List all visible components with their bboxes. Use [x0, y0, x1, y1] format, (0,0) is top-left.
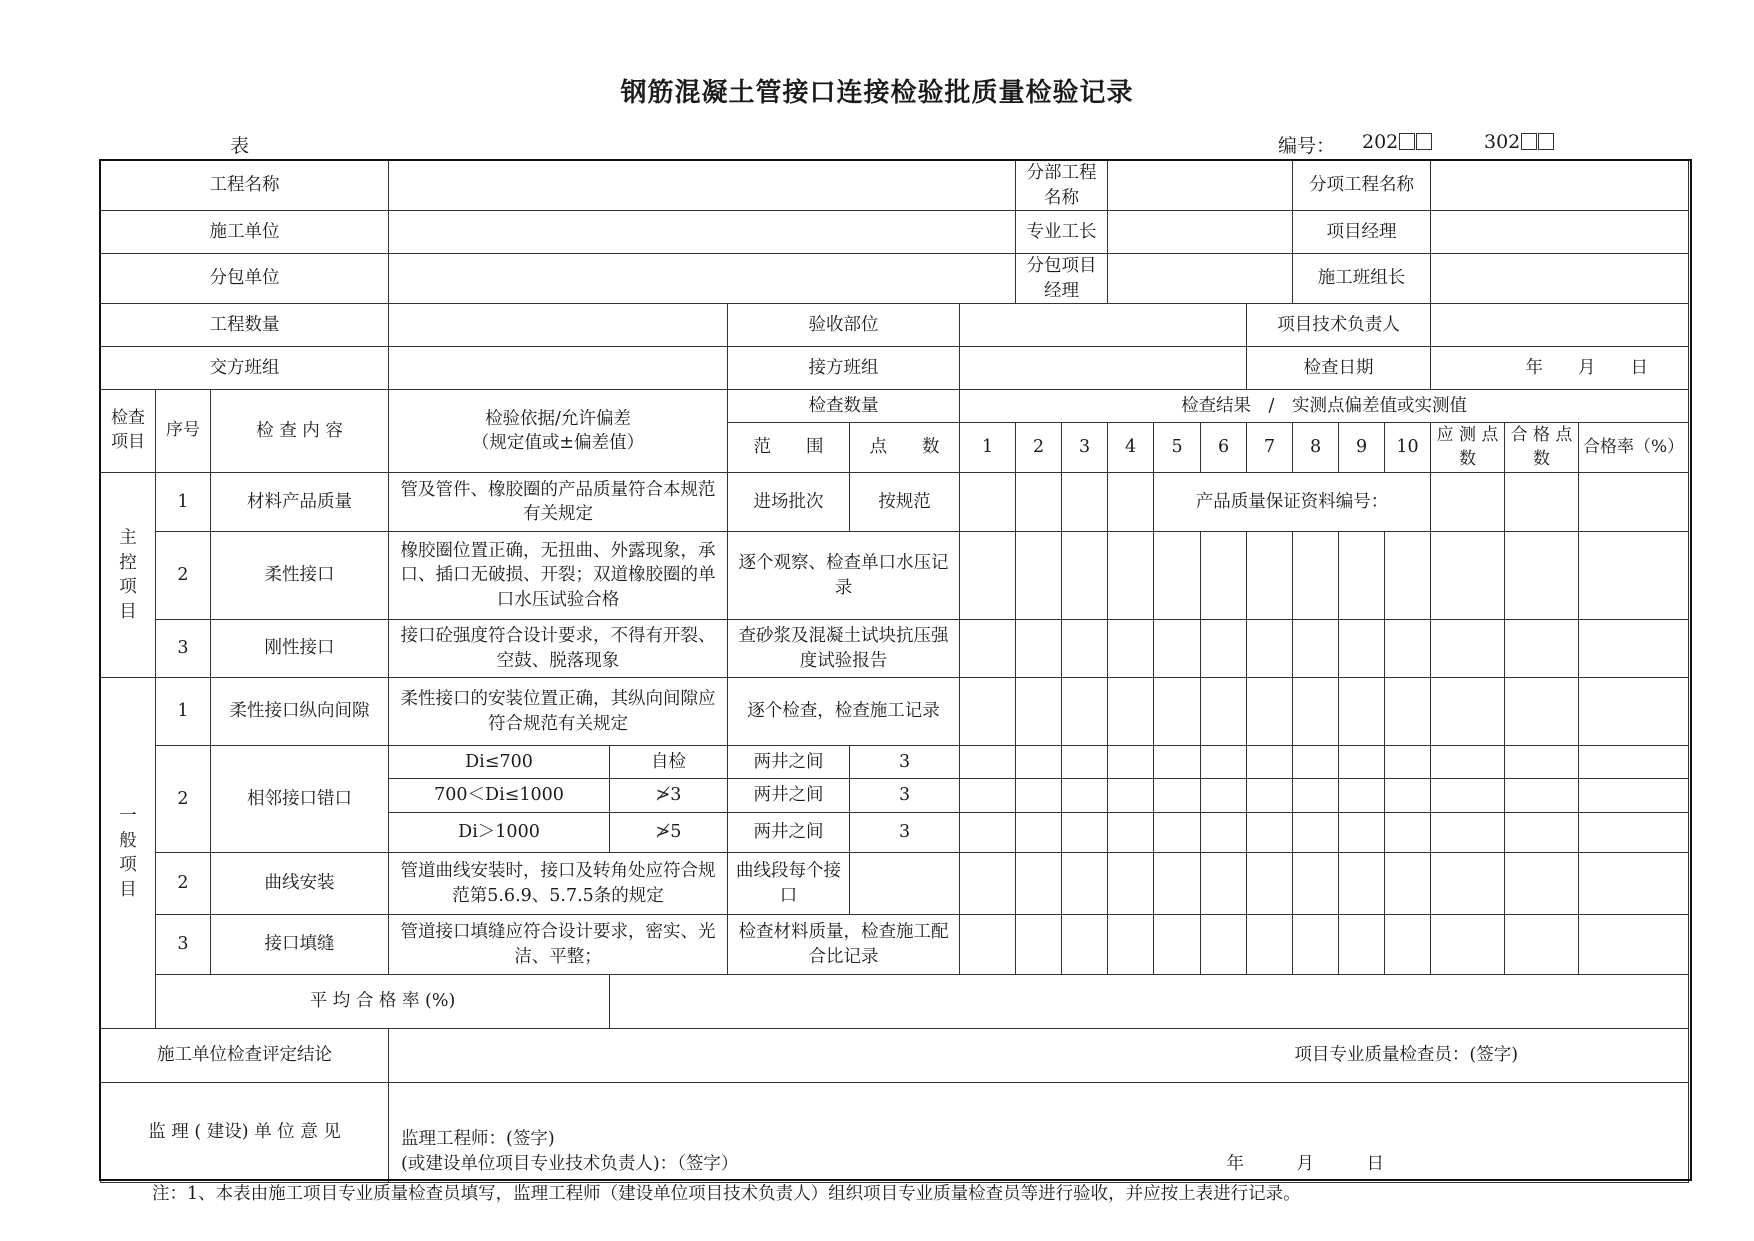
- offset-points-1: 3: [850, 746, 960, 779]
- inspection-form-table: [100, 160, 1689, 1183]
- offset-points-3: 3: [850, 813, 960, 853]
- result-cell[interactable]: [1247, 813, 1293, 853]
- value-project-manager[interactable]: [1431, 211, 1689, 254]
- offset-points-2: 3: [850, 779, 960, 813]
- code-field-1[interactable]: 202: [1362, 131, 1432, 153]
- general-basis-4: 管道接口填缝应符合设计要求，密实、光洁、平整；: [389, 915, 728, 975]
- result-cell[interactable]: [1016, 853, 1062, 915]
- value-check-date[interactable]: 年 月 日: [1431, 347, 1689, 390]
- result-cell[interactable]: [1062, 779, 1108, 813]
- result-cell[interactable]: [1062, 915, 1108, 975]
- qualified-cell[interactable]: [1505, 532, 1579, 620]
- value-subcontract-unit[interactable]: [389, 254, 1016, 304]
- result-cell[interactable]: [960, 746, 1016, 779]
- result-cell[interactable]: [1016, 678, 1062, 746]
- general-range-1: 逐个检查，检查施工记录: [728, 678, 960, 746]
- main-basis-1: 管及管件、橡胶圈的产品质量符合本规范有关规定: [389, 473, 728, 532]
- main-range-1: 进场批次: [728, 473, 850, 532]
- general-content-2: 相邻接口错口: [211, 746, 389, 853]
- should-measure-cell[interactable]: [1431, 473, 1505, 532]
- label-project-name: 工程名称: [101, 161, 389, 211]
- label-avg-rate: 平 均 合 格 率 (%): [156, 975, 610, 1029]
- result-cell[interactable]: [1293, 915, 1339, 975]
- result-cell[interactable]: [1339, 746, 1385, 779]
- supervisor-date: 年 月 日: [1226, 1153, 1385, 1174]
- label-receiving-team: 接方班组: [728, 347, 960, 390]
- offset-cond-3: Di＞1000: [389, 813, 610, 853]
- value-crew-leader[interactable]: [1431, 254, 1689, 304]
- should-measure-cell[interactable]: [1431, 532, 1505, 620]
- result-cell[interactable]: [1293, 853, 1339, 915]
- result-cell[interactable]: [1247, 620, 1293, 678]
- result-cell[interactable]: [1339, 532, 1385, 620]
- main-content-3: 刚性接口: [211, 620, 389, 678]
- document-title: 钢筋混凝土管接口连接检验批质量检验记录: [620, 78, 1134, 108]
- result-cell[interactable]: [1385, 813, 1431, 853]
- col-num-2: 2: [1016, 423, 1062, 473]
- value-handover-team[interactable]: [389, 347, 728, 390]
- main-seq-3: 3: [156, 620, 211, 678]
- result-cell[interactable]: [1016, 746, 1062, 779]
- result-cell[interactable]: [1154, 779, 1201, 813]
- value-construction-unit[interactable]: [389, 211, 1016, 254]
- checkbox-icon: [1399, 133, 1415, 150]
- result-cell[interactable]: [960, 532, 1016, 620]
- label-tech-lead: 项目技术负责人: [1247, 304, 1431, 347]
- footnote: 注：1、本表由施工项目专业质量检查员填写，监理工程师（建设单位项目技术负责人）组织项目专业质量检查员等进行验收，并应按上表进行记录。: [152, 1184, 1301, 1204]
- result-cell[interactable]: [1108, 853, 1154, 915]
- pass-rate-cell[interactable]: [1579, 678, 1689, 746]
- result-cell[interactable]: [1154, 620, 1201, 678]
- offset-range-3: 两井之间: [728, 813, 850, 853]
- label-quantity: 工程数量: [101, 304, 389, 347]
- col-num-7: 7: [1247, 423, 1293, 473]
- col-check-quantity: 检查数量: [728, 390, 960, 423]
- result-cell[interactable]: [1293, 746, 1339, 779]
- label-construction-unit: 施工单位: [101, 211, 389, 254]
- result-cell[interactable]: [1016, 620, 1062, 678]
- result-cell[interactable]: [1201, 620, 1247, 678]
- col-qualified-points: 合 格 点 数: [1505, 423, 1579, 473]
- label-supervisor-opinion: 监 理 ( 建设) 单 位 意 见: [101, 1083, 389, 1183]
- result-cell[interactable]: [1108, 813, 1154, 853]
- value-tech-lead[interactable]: [1431, 304, 1689, 347]
- value-avg-rate[interactable]: [610, 975, 1689, 1029]
- label-subcontract-unit: 分包单位: [101, 254, 389, 304]
- inspector-signature[interactable]: 项目专业质量检查员：(签字): [389, 1029, 1689, 1083]
- pass-rate-cell[interactable]: [1579, 853, 1689, 915]
- result-cell[interactable]: [1247, 853, 1293, 915]
- result-cell[interactable]: [1339, 779, 1385, 813]
- main-content-1: 材料产品质量: [211, 473, 389, 532]
- general-seq-1: 1: [156, 678, 211, 746]
- qualified-cell[interactable]: [1505, 678, 1579, 746]
- result-cell[interactable]: [960, 915, 1016, 975]
- main-seq-1: 1: [156, 473, 211, 532]
- label-project-manager: 项目经理: [1293, 211, 1431, 254]
- result-cell[interactable]: [1201, 532, 1247, 620]
- result-cell[interactable]: [1201, 915, 1247, 975]
- general-range-4: 检查材料质量，检查施工配合比记录: [728, 915, 960, 975]
- result-cell[interactable]: [960, 678, 1016, 746]
- label-sub-project: 分部工程名称: [1016, 161, 1108, 211]
- result-cell[interactable]: [1339, 915, 1385, 975]
- checkbox-icon: [1521, 133, 1537, 150]
- should-measure-cell[interactable]: [1431, 678, 1505, 746]
- result-cell[interactable]: [1062, 853, 1108, 915]
- result-cell[interactable]: [1108, 779, 1154, 813]
- col-num-6: 6: [1201, 423, 1247, 473]
- result-cell[interactable]: [1293, 779, 1339, 813]
- should-measure-cell[interactable]: [1431, 779, 1505, 813]
- result-cell[interactable]: [1247, 532, 1293, 620]
- value-specialty-foreman[interactable]: [1108, 211, 1293, 254]
- col-num-5: 5: [1154, 423, 1201, 473]
- offset-cond-1: Di≤700: [389, 746, 610, 779]
- result-cell[interactable]: [1293, 678, 1339, 746]
- value-subcontract-pm[interactable]: [1108, 254, 1293, 304]
- checkbox-icon: [1538, 133, 1554, 150]
- col-num-4: 4: [1108, 423, 1154, 473]
- offset-tol-3: ≯5: [610, 813, 728, 853]
- should-measure-cell[interactable]: [1431, 813, 1505, 853]
- result-cell[interactable]: [1016, 915, 1062, 975]
- result-cell[interactable]: [1108, 532, 1154, 620]
- general-seq-3: 2: [156, 853, 211, 915]
- result-cell[interactable]: [1339, 678, 1385, 746]
- pass-rate-cell[interactable]: [1579, 532, 1689, 620]
- col-pass-rate: 合格率（%）: [1579, 423, 1689, 473]
- result-cell[interactable]: [1016, 532, 1062, 620]
- col-check-results: 检查结果 / 实测点偏差值或实测值: [960, 390, 1689, 423]
- result-cell[interactable]: [1062, 746, 1108, 779]
- general-content-3: 曲线安装: [211, 853, 389, 915]
- main-range-3: 查砂浆及混凝土试块抗压强度试验报告: [728, 620, 960, 678]
- label-specialty-foreman: 专业工长: [1016, 211, 1108, 254]
- result-cell[interactable]: [1385, 853, 1431, 915]
- result-cell[interactable]: [1154, 532, 1201, 620]
- result-cell[interactable]: [1339, 620, 1385, 678]
- result-cell[interactable]: [960, 813, 1016, 853]
- result-cell[interactable]: [1385, 779, 1431, 813]
- value-item-project[interactable]: [1431, 161, 1689, 211]
- col-num-8: 8: [1293, 423, 1339, 473]
- main-points-1: 按规范: [850, 473, 960, 532]
- should-measure-cell[interactable]: [1431, 853, 1505, 915]
- checkbox-icon: [1416, 133, 1432, 150]
- general-seq-2: 2: [156, 746, 211, 853]
- owner-rep-label: (或建设单位项目专业技术负责人)：（签字）: [401, 1153, 739, 1174]
- col-should-measure: 应 测 点 数: [1431, 423, 1505, 473]
- result-cell[interactable]: [1062, 473, 1108, 532]
- result-cell[interactable]: [1385, 620, 1431, 678]
- col-check-item: 检查项目: [101, 390, 156, 473]
- result-cell[interactable]: [1201, 813, 1247, 853]
- result-cell[interactable]: [1201, 779, 1247, 813]
- pass-rate-cell[interactable]: [1579, 746, 1689, 779]
- result-cell[interactable]: [1385, 915, 1431, 975]
- col-num-9: 9: [1339, 423, 1385, 473]
- qualified-cell[interactable]: [1505, 620, 1579, 678]
- result-cell[interactable]: [1201, 853, 1247, 915]
- offset-tol-2: ≯3: [610, 779, 728, 813]
- result-cell[interactable]: [1154, 915, 1201, 975]
- result-cell[interactable]: [1016, 473, 1062, 532]
- qualified-cell[interactable]: [1505, 473, 1579, 532]
- should-measure-cell[interactable]: [1431, 746, 1505, 779]
- result-cell[interactable]: [1247, 746, 1293, 779]
- result-cell[interactable]: [1339, 853, 1385, 915]
- general-content-4: 接口填缝: [211, 915, 389, 975]
- col-num-3: 3: [1062, 423, 1108, 473]
- main-range-2: 逐个观察、检查单口水压记录: [728, 532, 960, 620]
- qualified-cell[interactable]: [1505, 915, 1579, 975]
- main-basis-2: 橡胶圈位置正确，无扭曲、外露现象，承口、插口无破损、开裂；双道橡胶圈的单口水压试验合格: [389, 532, 728, 620]
- label-item-project: 分项工程名称: [1293, 161, 1431, 211]
- result-cell[interactable]: [1108, 746, 1154, 779]
- qualified-cell[interactable]: [1505, 853, 1579, 915]
- general-range-3: 曲线段每个接口: [728, 853, 850, 915]
- label-subcontract-pm: 分包项目经理: [1016, 254, 1108, 304]
- col-seq: 序号: [156, 390, 211, 473]
- qualified-cell[interactable]: [1505, 779, 1579, 813]
- result-cell[interactable]: [1293, 813, 1339, 853]
- general-seq-4: 3: [156, 915, 211, 975]
- code-label: 编号：: [1278, 135, 1336, 157]
- col-num-1: 1: [960, 423, 1016, 473]
- offset-tol-1: 自检: [610, 746, 728, 779]
- result-cell[interactable]: [1108, 473, 1154, 532]
- result-cell[interactable]: [1108, 620, 1154, 678]
- result-cell[interactable]: [1154, 853, 1201, 915]
- general-items-label: 一般项目: [101, 678, 156, 1029]
- supervisor-engineer-label: 监理工程师：(签字): [401, 1129, 555, 1149]
- result-cell[interactable]: [1016, 779, 1062, 813]
- label-construction-conclusion: 施工单位检查评定结论: [101, 1029, 389, 1083]
- result-cell[interactable]: [1062, 813, 1108, 853]
- result-cell[interactable]: [1339, 813, 1385, 853]
- label-check-date: 检查日期: [1247, 347, 1431, 390]
- label-acceptance-part: 验收部位: [728, 304, 960, 347]
- value-project-name[interactable]: [389, 161, 1016, 211]
- col-range: 范 围: [728, 423, 850, 473]
- pass-rate-cell[interactable]: [1579, 779, 1689, 813]
- offset-cond-2: 700＜Di≤1000: [389, 779, 610, 813]
- value-receiving-team[interactable]: [960, 347, 1247, 390]
- result-cell[interactable]: [1385, 746, 1431, 779]
- main-content-2: 柔性接口: [211, 532, 389, 620]
- main-seq-2: 2: [156, 532, 211, 620]
- result-cell[interactable]: [1247, 915, 1293, 975]
- value-sub-project[interactable]: [1108, 161, 1293, 211]
- should-measure-cell[interactable]: [1431, 915, 1505, 975]
- main-note-1: 产品质量保证资料编号：: [1154, 473, 1431, 532]
- result-cell[interactable]: [1062, 532, 1108, 620]
- general-basis-3: 管道曲线安装时，接口及转角处应符合规范第5.6.9、5.7.5条的规定: [389, 853, 728, 915]
- pass-rate-cell[interactable]: [1579, 620, 1689, 678]
- result-cell[interactable]: [1154, 678, 1201, 746]
- result-cell[interactable]: [1201, 746, 1247, 779]
- result-cell[interactable]: [960, 620, 1016, 678]
- qualified-cell[interactable]: [1505, 746, 1579, 779]
- pass-rate-cell[interactable]: [1579, 813, 1689, 853]
- label-crew-leader: 施工班组长: [1293, 254, 1431, 304]
- col-num-10: 10: [1385, 423, 1431, 473]
- main-basis-3: 接口砼强度符合设计要求，不得有开裂、空鼓、脱落现象: [389, 620, 728, 678]
- result-cell[interactable]: [1154, 746, 1201, 779]
- result-cell[interactable]: [1108, 678, 1154, 746]
- result-cell[interactable]: [960, 473, 1016, 532]
- result-cell[interactable]: [1108, 915, 1154, 975]
- result-cell[interactable]: [1247, 678, 1293, 746]
- result-cell[interactable]: [1154, 813, 1201, 853]
- pass-rate-cell[interactable]: [1579, 915, 1689, 975]
- result-cell[interactable]: [960, 853, 1016, 915]
- general-basis-1: 柔性接口的安装位置正确，其纵向间隙应符合规范有关规定: [389, 678, 728, 746]
- offset-range-2: 两井之间: [728, 779, 850, 813]
- general-content-1: 柔性接口纵向间隙: [211, 678, 389, 746]
- label-handover-team: 交方班组: [101, 347, 389, 390]
- offset-range-1: 两井之间: [728, 746, 850, 779]
- result-cell[interactable]: [960, 779, 1016, 813]
- col-content: 检 查 内 容: [211, 390, 389, 473]
- table-number-label: 表: [230, 135, 250, 157]
- result-cell[interactable]: [1293, 532, 1339, 620]
- supervisor-signature-block[interactable]: [389, 1083, 1689, 1183]
- result-cell[interactable]: [1385, 678, 1431, 746]
- result-cell[interactable]: [1293, 620, 1339, 678]
- main-items-label: 主控项目: [101, 473, 156, 678]
- points-cell[interactable]: [850, 853, 960, 915]
- pass-rate-cell[interactable]: [1579, 473, 1689, 532]
- should-measure-cell[interactable]: [1431, 620, 1505, 678]
- result-cell[interactable]: [1016, 813, 1062, 853]
- qualified-cell[interactable]: [1505, 813, 1579, 853]
- result-cell[interactable]: [1201, 678, 1247, 746]
- col-basis: 检验依据/允许偏差 （规定值或±偏差值）: [389, 390, 728, 473]
- value-quantity[interactable]: [389, 304, 728, 347]
- result-cell[interactable]: [1062, 620, 1108, 678]
- result-cell[interactable]: [1385, 532, 1431, 620]
- value-acceptance-part[interactable]: [960, 304, 1247, 347]
- col-points: 点 数: [850, 423, 960, 473]
- result-cell[interactable]: [1062, 678, 1108, 746]
- code-field-2[interactable]: 302: [1484, 131, 1554, 153]
- result-cell[interactable]: [1247, 779, 1293, 813]
